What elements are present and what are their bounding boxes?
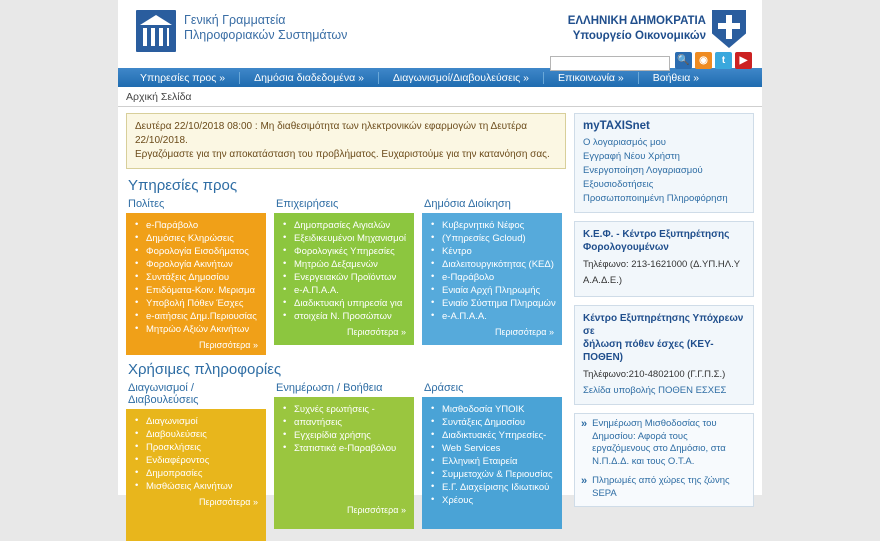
list-item[interactable]: • Διαβουλεύσεις — [144, 428, 260, 441]
column-title: Πολίτες — [128, 198, 165, 210]
header-icon-row — [675, 52, 752, 69]
nav-item-1[interactable]: Δημόσια διαδεδομένα » — [240, 72, 379, 84]
list-item[interactable]: • Μισθοδοσία ΥΠΟΙΚ — [440, 403, 556, 416]
list-item[interactable]: • Υποβολή Πόθεν Έσχες — [144, 297, 260, 310]
link-list — [428, 403, 556, 507]
info-card-actions — [422, 397, 562, 529]
list-item[interactable]: • Επιδόματα-Κοιν. Μερισμα — [144, 284, 260, 297]
list-item[interactable]: • e-Παράβολο — [144, 219, 260, 232]
list-item[interactable]: • Διαγωνισμοί — [144, 415, 260, 428]
more-label: Περισσότερα » — [199, 497, 258, 507]
info-column-actions — [422, 382, 562, 541]
government-name — [568, 14, 706, 44]
list-item[interactable]: • Ε.Γ. Διαχείρισης Ιδιωτικού — [440, 481, 556, 494]
search-input[interactable] — [550, 56, 670, 71]
link-list — [132, 415, 260, 493]
more-link[interactable] — [280, 501, 408, 518]
list-item[interactable]: • Συντάξεις Δημοσίου — [440, 416, 556, 429]
more-label: Περισσότερα » — [495, 327, 554, 337]
list-item-cont[interactable]: • Χρέους — [440, 494, 556, 507]
services-column-public-administration — [422, 198, 562, 355]
notice-banner — [126, 113, 566, 169]
site-logo[interactable] — [136, 10, 347, 52]
nav-item-2[interactable]: Διαγωνισμοί/Διαβουλεύσεις » — [379, 72, 544, 84]
gsis-building-icon — [136, 10, 176, 52]
more-link[interactable] — [280, 323, 408, 340]
list-item[interactable]: • Στατιστικά e-Παραβόλου — [292, 442, 408, 455]
government-name-line2: Υπουργείο Οικονομικών — [572, 30, 706, 42]
kef-title — [583, 228, 745, 254]
column-title: Δημόσια Διοίκηση — [424, 198, 511, 210]
breadcrumb — [118, 87, 762, 107]
keypothen-title-line1: Κέντρο Εξυπηρέτησης Υπόχρεων σε — [583, 313, 744, 337]
keypothen-title-line2: δήλωση πόθεν έσχες (ΚΕΥ-ΠΟΘΕΝ) — [583, 339, 714, 363]
more-label: Περισσότερα » — [347, 505, 406, 515]
more-link[interactable] — [132, 493, 260, 510]
kef-title-line1: Κ.Ε.Φ. - Κέντρο Εξυπηρέτησης — [583, 229, 730, 240]
list-item[interactable]: • e-Α.Π.Α.Α. — [440, 310, 556, 323]
page-body — [118, 107, 762, 541]
services-card-businesses — [274, 213, 414, 345]
list-item-cont[interactable]: • στοιχεία Ν. Προσώπων — [292, 310, 408, 323]
hellenic-crest-icon — [712, 10, 750, 54]
sidebar — [574, 113, 754, 541]
sidebar-box-keypothen — [574, 305, 754, 405]
main-content — [126, 113, 566, 541]
list-item[interactable]: • Μητρώο Δεξαμενών — [292, 258, 408, 271]
link-list — [428, 219, 556, 323]
column-title: Επιχειρήσεις — [276, 198, 339, 210]
announcement-text: Ενημέρωση Μισθοδοσίας του Δημοσίου: Αφορά τους εργαζόμενους στο Δημόσιο, στα Ν.Π.Δ.Δ. και τους Ο.Τ.Α. — [592, 418, 726, 467]
list-item[interactable]: • e-Α.Π.Α.Α. — [292, 284, 408, 297]
list-item[interactable]: • Κέντρο — [440, 245, 556, 258]
services-column-businesses — [274, 198, 414, 355]
services-card-public-administration — [422, 213, 562, 345]
sidebar-box-kef — [574, 221, 754, 297]
list-item-cont[interactable]: • Ενδιαφέροντος — [144, 454, 260, 467]
list-item[interactable]: • Ενιαία Αρχή Πληρωμής — [440, 284, 556, 297]
announcement-item[interactable] — [581, 418, 747, 468]
nav-item-0[interactable]: Υπηρεσίες προς » — [126, 72, 240, 84]
list-item[interactable]: • e-Παράβολο — [440, 271, 556, 284]
list-item[interactable]: • Συντάξεις Δημοσίου — [144, 271, 260, 284]
taxisnet-link-2[interactable]: Ενεργοποίηση Λογαριασμού — [583, 165, 703, 176]
list-item[interactable]: • Διαδικτυακές Υπηρεσίες- — [440, 429, 556, 442]
list-item[interactable]: • Μισθώσεις Ακινήτων — [144, 480, 260, 493]
search-icon[interactable]: 🔍 — [675, 52, 692, 69]
list-item-cont[interactable]: • Συμμετοχών & Περιουσίας — [440, 468, 556, 481]
list-item[interactable]: • Ενιαίο Σύστημα Πληραμών — [440, 297, 556, 310]
info-column-help — [274, 382, 414, 541]
list-item[interactable]: • Δημοπρασίες — [144, 467, 260, 480]
list-item[interactable]: • Ελληνική Εταιρεία — [440, 455, 556, 468]
keypothen-phone: Τηλέφωνο:210-4802100 (Γ.Γ.Π.Σ.) — [583, 369, 726, 380]
list-item[interactable]: • Φορολογία Ακινήτων — [144, 258, 260, 271]
taxisnet-title — [583, 120, 745, 132]
useful-info-columns — [126, 382, 566, 541]
taxisnet-link-1[interactable]: Εγγραφή Νέου Χρήστη — [583, 151, 680, 162]
org-name-line1: Γενική Γραμματεία — [184, 13, 286, 27]
keypothen-submission-link[interactable]: Σελίδα υποβολής ΠΟΘΕΝ ΕΣΧΕΣ — [583, 385, 727, 396]
list-item-cont[interactable]: • Διαλειτουργικότητας (ΚΕΔ) — [440, 258, 556, 271]
section-title-services: Υπηρεσίες προς — [128, 177, 238, 194]
notice-line2: Εργαζόμαστε για την αποκατάσταση του προβλήματος. Ευχαριστούμε για την κατανόηση σας. — [135, 149, 550, 160]
rss-icon[interactable]: ◉ — [695, 52, 712, 69]
column-title: Ενημέρωση / Βοήθεια — [276, 382, 383, 394]
chevron-double-right-icon: » — [581, 418, 588, 430]
link-list — [132, 219, 260, 336]
link-list — [280, 219, 408, 323]
list-item[interactable]: • Προσκλήσεις — [144, 441, 260, 454]
list-item[interactable]: • Μητρώο Αξιών Ακινήτων — [144, 323, 260, 336]
list-item[interactable]: • Φορολογία Εισοδήματος — [144, 245, 260, 258]
sidebar-box-taxisnet — [574, 113, 754, 213]
info-card-tenders — [126, 409, 266, 541]
list-item[interactable]: • Εξειδικευμένοι Μηχανισμοί — [292, 232, 408, 245]
breadcrumb-home[interactable]: Αρχική Σελίδα — [126, 90, 192, 103]
site-header — [118, 0, 762, 68]
page-container — [118, 0, 762, 515]
list-item[interactable]: • Φορολογικές Υπηρεσίες — [292, 245, 408, 258]
government-name-line1: ΕΛΛΗΝΙΚΗ ΔΗΜΟΚΡΑΤΙΑ — [567, 15, 706, 27]
taxisnet-link-4[interactable]: Προσωποποιημένη Πληροφόρηση — [583, 193, 728, 204]
services-column-citizens — [126, 198, 266, 355]
more-link[interactable] — [428, 323, 556, 340]
taxisnet-link-3[interactable]: Εξουσιοδοτήσεις — [583, 179, 654, 190]
services-columns — [126, 198, 566, 355]
list-item-cont[interactable]: • (Υπηρεσίες Gcloud) — [440, 232, 556, 245]
youtube-icon[interactable]: ▶ — [735, 52, 752, 69]
more-label: Περισσότερα » — [199, 340, 258, 350]
column-title: Δράσεις — [424, 382, 464, 394]
keypothen-title — [583, 312, 745, 364]
list-item-cont[interactable]: • Web Services — [440, 442, 556, 455]
kef-phone-cont: Α.Α.Δ.Ε.) — [583, 275, 623, 286]
org-name — [184, 10, 347, 43]
announcement-item[interactable] — [581, 475, 747, 500]
list-item[interactable]: • Εγχειρίδια χρήσης — [292, 429, 408, 442]
kef-phone: Τηλέφωνο: 213-1621000 (Δ.ΥΠ.ΗΛ.Υ — [583, 259, 741, 270]
list-item[interactable]: • Διαδικτυακή υπηρεσία για — [292, 297, 408, 310]
column-title: Διαγωνισμοί / Διαβουλεύσεις — [128, 382, 199, 406]
section-title-useful-info: Χρήσιμες πληροφορίες — [128, 361, 282, 378]
chevron-double-right-icon: » — [581, 475, 588, 487]
list-item[interactable]: • Συχνές ερωτήσεις - — [292, 403, 408, 416]
list-item[interactable]: • Δημοπρασίες Αιγιαλών — [292, 219, 408, 232]
info-card-help — [274, 397, 414, 529]
twitter-icon[interactable]: t — [715, 52, 732, 69]
more-label: Περισσότερα » — [347, 327, 406, 337]
sidebar-box-announcements — [574, 413, 754, 507]
nav-item-3[interactable]: Επικοινωνία » — [544, 72, 639, 84]
services-card-citizens — [126, 213, 266, 355]
list-item-cont[interactable]: • Ενεργειακών Προϊόντων — [292, 271, 408, 284]
link-list — [280, 403, 408, 455]
list-item-cont[interactable]: • απαντήσεις — [292, 416, 408, 429]
nav-item-4[interactable]: Βοήθεια » — [652, 71, 700, 84]
taxisnet-title-rest: TAXISnet — [599, 120, 650, 132]
shield-icon — [712, 10, 746, 48]
taxisnet-link-0[interactable]: Ο λογαριασμός μου — [583, 137, 666, 148]
notice-line1: Δευτέρα 22/10/2018 08:00 : Μη διαθεσιμότητα των ηλεκτρονικών εφαρμογών τη Δευτέρα 22/10/2018. — [135, 121, 528, 146]
taxisnet-title-my: my — [583, 120, 600, 132]
announcement-text: Πληρωμές από χώρες της ζώνης SEPA — [592, 475, 730, 499]
list-item[interactable]: • e-αιτήσεις Δημ.Περιουσίας — [144, 310, 260, 323]
list-item[interactable]: • Κυβερνητικό Νέφος — [440, 219, 556, 232]
org-name-line2: Πληροφοριακών Συστημάτων — [184, 28, 348, 42]
info-column-tenders — [126, 382, 266, 541]
list-item[interactable]: • Δημόσιες Κληρώσεις — [144, 232, 260, 245]
more-link[interactable] — [132, 336, 260, 353]
kef-title-line2: Φορολογουμένων — [583, 242, 669, 253]
